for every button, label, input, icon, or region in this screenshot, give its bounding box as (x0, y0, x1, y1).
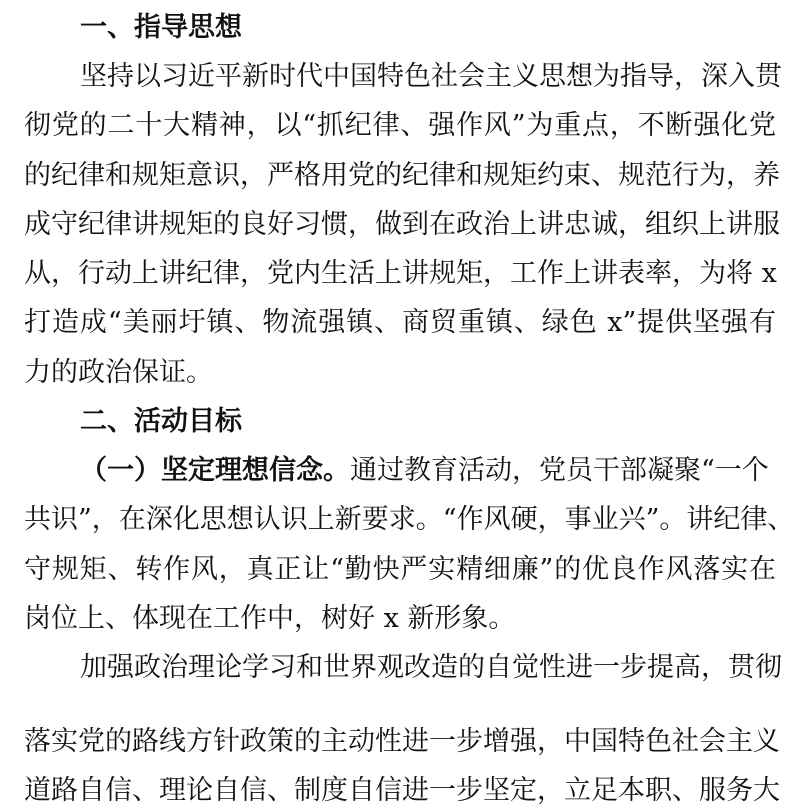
paragraph-line: 落实党的路线方针政策的主动性进一步增强，中国特色社会主义 (24, 726, 780, 757)
paragraph-line: 加强政治理论学习和世界观改造的自觉性进一步提高，贯彻 (80, 652, 782, 683)
subsection-title: （一）坚定理想信念。 (80, 455, 350, 486)
paragraph-line: 岗位上、体现在工作中，树好 x 新形象。 (24, 603, 516, 634)
subsection-text: 通过教育活动，党员干部凝聚“一个 (350, 455, 769, 486)
paragraph-line: 守规矩、转作风，真正让“勤快严实精细廉”的优良作风落实在 (24, 554, 776, 585)
paragraph-line: 坚持以习近平新时代中国特色社会主义思想为指导，深入贯 (80, 61, 782, 92)
paragraph-line: 共识”，在深化思想认识上新要求。“作风硬，事业兴”。讲纪律、 (24, 504, 795, 535)
paragraph-line: 从，行动上讲纪律，党内生活上讲规矩，工作上讲表率，为将 x (24, 258, 777, 289)
section-heading-activity-goals: 二、活动目标 (80, 406, 242, 437)
paragraph-line: 彻党的二十大精神，以“抓纪律、强作风”为重点，不断强化党 (24, 110, 776, 141)
paragraph-line: 的纪律和规矩意识，严格用党的纪律和规矩约束、规范行为，养 (24, 160, 780, 191)
paragraph-line: 打造成“美丽圩镇、物流强镇、商贸重镇、绿色 x”提供坚强有 (24, 307, 776, 338)
paragraph-line: 道路自信、理论自信、制度自信进一步坚定，立足本职、服务大 (24, 775, 780, 806)
section-heading-guiding-thought: 一、指导思想 (80, 12, 242, 43)
paragraph-line: 力的政治保证。 (24, 357, 213, 388)
subsection-first-line (80, 451, 776, 491)
paragraph-line: 成守纪律讲规矩的良好习惯，做到在政治上讲忠诚，组织上讲服 (24, 209, 780, 240)
